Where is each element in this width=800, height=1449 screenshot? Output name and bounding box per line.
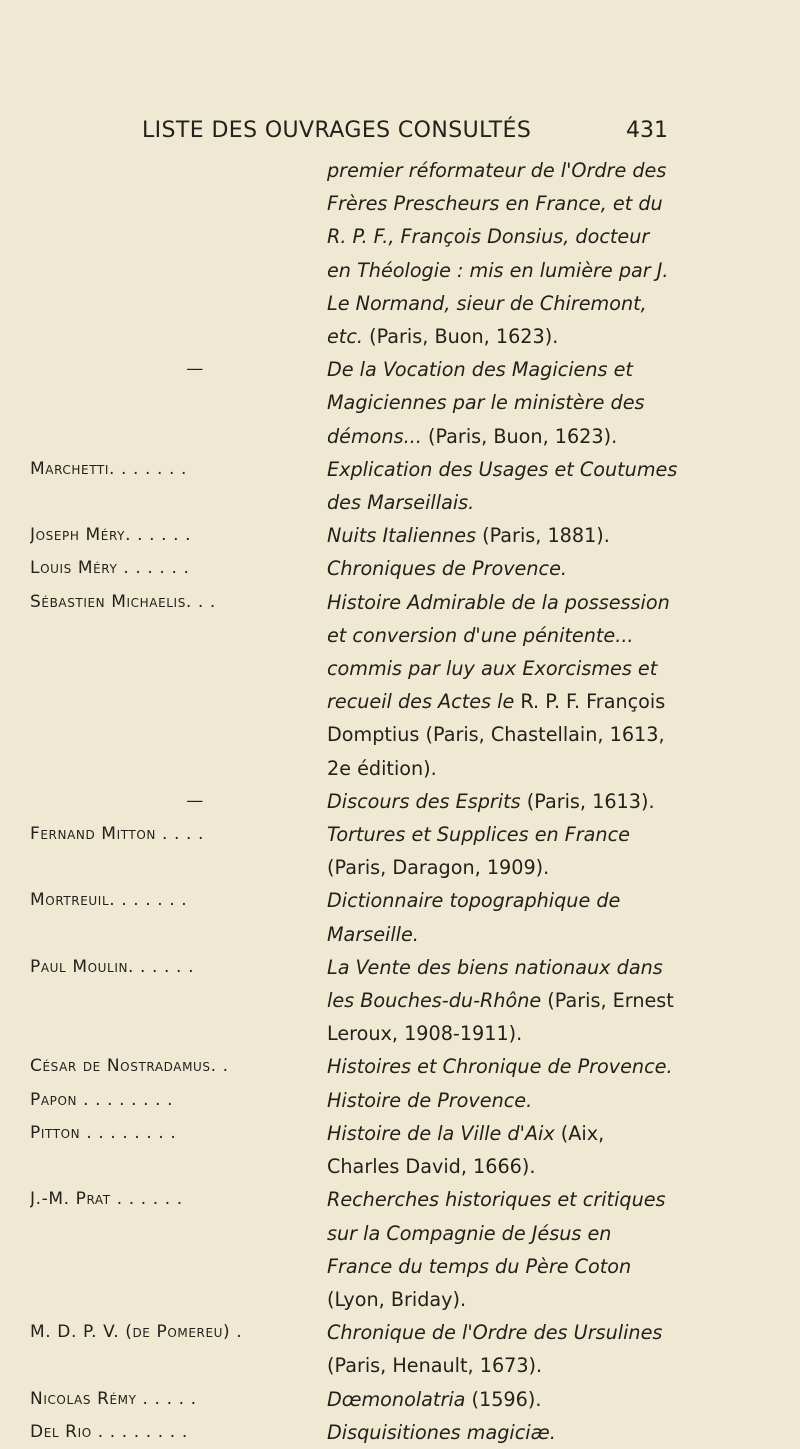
entry-author: Paul Moulin. . . . . .: [30, 956, 195, 977]
entry-title: Chroniques de Provence.: [327, 557, 567, 581]
bibliography-entry: [0, 154, 800, 353]
entry-work: [327, 1117, 679, 1183]
entry-details: (Paris, Ernest Leroux, 1908-1911).: [327, 989, 674, 1046]
entry-details: R. P. F. François Domptius (Paris, Chastellain, 1613, 2e édition).: [327, 690, 666, 780]
bibliography-entry: [0, 353, 800, 453]
entry-work: [327, 1183, 679, 1316]
bibliography-entry: [0, 1050, 800, 1083]
entry-title: Tortures et Supplices en France: [327, 823, 630, 847]
entry-details: (Paris, Daragon, 1909).: [327, 856, 550, 880]
bibliography-list: [0, 154, 800, 1449]
entry-author: —: [186, 359, 204, 380]
entry-author: Pitton . . . . . . . .: [30, 1122, 177, 1143]
entry-details: (Paris, Buon, 1623).: [421, 424, 618, 448]
entry-work: [327, 1084, 679, 1117]
entry-details: (Paris, 1881).: [476, 524, 610, 548]
entry-author: César de Nostradamus. .: [30, 1056, 229, 1077]
entry-work: [327, 785, 679, 818]
entry-work: [327, 552, 679, 585]
entry-title: Histoire de la Ville d'Aix: [327, 1121, 555, 1145]
bibliography-entry: [0, 552, 800, 585]
entry-title: Histoire de Provence.: [327, 1088, 533, 1112]
bibliography-entry: [0, 1117, 800, 1183]
entry-title: Dœmonolatria: [327, 1387, 466, 1411]
entry-title: Nuits Italiennes: [327, 524, 476, 548]
entry-author: Louis Méry . . . . . .: [30, 558, 190, 579]
bibliography-entry: [0, 1316, 800, 1382]
entry-details: (Paris, 1613).: [520, 789, 655, 813]
entry-work: [327, 154, 679, 353]
bibliography-entry: [0, 586, 800, 785]
entry-work: [327, 951, 679, 1051]
bibliography-entry: [0, 1183, 800, 1316]
entry-work: [327, 586, 679, 785]
entry-title: premier réformateur de l'Ordre des Frères Prescheurs en France, et du R. P. F., François Donsius, docteur en Théologie : mis en lumière par J. Le Normand, sieur de Chiremont, etc.: [327, 159, 669, 349]
entry-work: [327, 1416, 679, 1449]
entry-author: Sébastien Michaelis. . .: [30, 591, 216, 612]
entry-work: [327, 818, 679, 884]
entry-author: Joseph Méry. . . . . .: [30, 525, 192, 546]
entry-work: [327, 453, 679, 519]
entry-title: Dictionnaire topographique de Marseille.: [327, 889, 621, 946]
entry-author: Fernand Mitton . . . .: [30, 824, 205, 845]
bibliography-entry: [0, 818, 800, 884]
page-number: 431: [626, 118, 668, 143]
entry-work: [327, 519, 679, 552]
bibliography-entry: [0, 519, 800, 552]
entry-title: Disquisitiones magiciæ.: [327, 1420, 556, 1444]
entry-details: (Paris, Henault, 1673).: [327, 1354, 543, 1378]
entry-author: M. D. P. V. (de Pomereu) .: [30, 1322, 243, 1343]
entry-title: La Vente des biens nationaux dans les Bouches-du-Rhône: [327, 955, 663, 1013]
entry-title: Histoire Admirable de la possession et conversion d'une pénitente... commis par luy aux Exorcismes et recueil des Actes le: [327, 590, 670, 714]
entry-title: De la Vocation des Magiciens et Magiciennes par le ministère des démons...: [327, 358, 645, 448]
entry-work: [327, 1383, 679, 1416]
entry-title: Explication des Usages et Coutumes des Marseillais.: [327, 457, 678, 515]
entry-author: Marchetti. . . . . . .: [30, 458, 188, 479]
entry-title: Recherches historiques et critiques sur la Compagnie de Jésus en France du temps du Père Coton: [327, 1188, 666, 1278]
entry-details: (Paris, Buon, 1623).: [362, 325, 559, 349]
header-title: LISTE DES OUVRAGES CONSULTÉS: [142, 118, 532, 143]
entry-work: [327, 1316, 679, 1382]
entry-title: Chronique de l'Ordre des Ursulines: [327, 1321, 663, 1345]
entry-author: Papon . . . . . . . .: [30, 1089, 174, 1110]
entry-work: [327, 1050, 679, 1083]
bibliography-entry: [0, 1416, 800, 1449]
entry-title: Discours des Esprits: [327, 789, 521, 813]
bibliography-entry: [0, 785, 800, 818]
bibliography-entry: [0, 1084, 800, 1117]
bibliography-entry: [0, 951, 800, 1051]
entry-work: [327, 353, 679, 453]
entry-author: J.-M. Prat . . . . . .: [30, 1189, 183, 1210]
entry-work: [327, 884, 679, 950]
entry-details: (Lyon, Briday).: [327, 1287, 467, 1311]
bibliography-entry: [0, 453, 800, 519]
bibliography-entry: [0, 884, 800, 950]
bibliography-entry: [0, 1383, 800, 1416]
entry-author: —: [186, 790, 204, 811]
entry-author: Mortreuil. . . . . . .: [30, 890, 188, 911]
entry-title: Histoires et Chronique de Provence.: [327, 1055, 673, 1079]
entry-author: Nicolas Rémy . . . . .: [30, 1388, 197, 1409]
entry-author: Del Rio . . . . . . . .: [30, 1421, 188, 1442]
running-header: [0, 118, 800, 150]
entry-details: (Aix, Charles David, 1666).: [327, 1121, 605, 1179]
entry-details: (1596).: [465, 1387, 542, 1411]
